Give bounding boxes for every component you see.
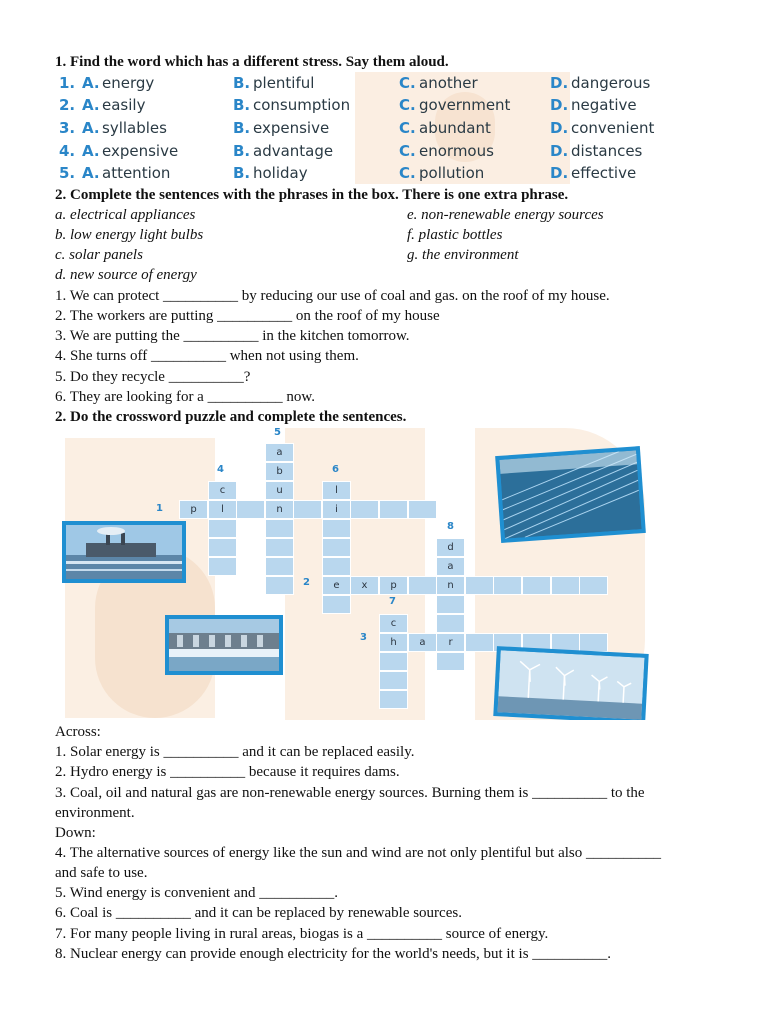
option-letter-b: B. [233, 142, 251, 160]
clue-number-3: 3 [360, 632, 367, 643]
phrase-b: b. low energy light bulbs [55, 227, 204, 243]
crossword-cell[interactable] [322, 595, 351, 614]
crossword-cell[interactable] [579, 633, 608, 652]
option-b: consumption [253, 96, 351, 114]
crossword-cell[interactable] [465, 633, 494, 652]
option-letter-a: A. [82, 96, 100, 114]
option-letter-d: D. [550, 119, 569, 137]
coal-power-plant-image [62, 521, 186, 583]
clue-number-5: 5 [274, 428, 281, 438]
across-clue: 1. Solar energy is __________ and it can be replaced easily. [55, 744, 415, 760]
row-number: 4. [59, 142, 76, 160]
crossword-puzzle [55, 428, 657, 720]
option-c: pollution [419, 164, 485, 182]
crossword-cell[interactable]: u [265, 481, 294, 500]
down-clue: 8. Nuclear energy can provide enough electricity for the world's needs, but it is __________. [55, 946, 612, 962]
crossword-cell[interactable] [208, 557, 237, 576]
row-number: 2. [59, 96, 76, 114]
crossword-cell[interactable] [408, 500, 437, 519]
phrase-c: c. solar panels [55, 247, 143, 263]
table-row [55, 74, 665, 96]
crossword-cell[interactable]: b [265, 462, 294, 481]
crossword-cell[interactable] [208, 519, 237, 538]
row-number: 1. [59, 74, 76, 92]
phrase-d: d. new source of energy [55, 267, 197, 283]
crossword-cell[interactable] [265, 538, 294, 557]
sentence: 1. We can protect __________ by reducing our use of coal and gas. on the roof of my house. [55, 288, 610, 304]
crossword-cell[interactable] [436, 595, 465, 614]
sentence: 4. She turns off __________ when not using them. [55, 348, 359, 364]
across-clue: environment. [55, 805, 135, 821]
option-letter-d: D. [550, 74, 569, 92]
hydro-dam-image [165, 615, 283, 675]
option-d: dangerous [571, 74, 651, 92]
option-a: attention [102, 164, 171, 182]
across-clue: 2. Hydro energy is __________ because it requires dams. [55, 764, 400, 780]
option-letter-c: C. [399, 74, 416, 92]
down-clue: 6. Coal is __________ and it can be replaced by renewable sources. [55, 905, 462, 921]
sentence: 5. Do they recycle __________? [55, 369, 251, 385]
exercise-3-title: 2. Do the crossword puzzle and complete the sentences. [55, 409, 407, 425]
table-row [55, 96, 665, 118]
table-row [55, 119, 665, 141]
option-d: negative [571, 96, 637, 114]
option-letter-c: C. [399, 142, 416, 160]
clue-number-8: 8 [447, 521, 454, 532]
option-letter-b: B. [233, 96, 251, 114]
sentence: 6. They are looking for a __________ now. [55, 389, 315, 405]
phrase-g: g. the environment [407, 247, 519, 263]
option-letter-b: B. [233, 164, 251, 182]
table-row [55, 164, 665, 186]
option-c: abundant [419, 119, 491, 137]
option-letter-d: D. [550, 164, 569, 182]
crossword-cell[interactable] [408, 576, 437, 595]
crossword-cell[interactable]: a [408, 633, 437, 652]
exercise-1-title: 1. Find the word which has a different stress. Say them aloud. [55, 54, 449, 70]
crossword-cell[interactable]: c [379, 614, 408, 633]
wind-turbines-image [493, 646, 648, 720]
crossword-cell[interactable]: e [322, 576, 351, 595]
option-letter-a: A. [82, 164, 100, 182]
clue-number-7: 7 [389, 596, 396, 607]
down-clue: and safe to use. [55, 865, 148, 881]
crossword-cell[interactable] [322, 557, 351, 576]
crossword-cell[interactable] [579, 576, 608, 595]
phrase-e: e. non-renewable energy sources [407, 207, 604, 223]
option-letter-a: A. [82, 74, 100, 92]
option-d: effective [571, 164, 637, 182]
crossword-cell[interactable] [379, 690, 408, 709]
crossword-cell[interactable]: l [322, 481, 351, 500]
clue-number-1: 1 [156, 503, 163, 514]
phrase-a: a. electrical appliances [55, 207, 196, 223]
crossword-cell[interactable]: c [208, 481, 237, 500]
crossword-cell[interactable] [465, 576, 494, 595]
solar-panels-image [495, 446, 646, 543]
crossword-cell[interactable] [265, 519, 294, 538]
crossword-cell[interactable] [436, 614, 465, 633]
down-clue: 7. For many people living in rural areas, biogas is a __________ source of energy. [55, 926, 549, 942]
crossword-cell[interactable] [379, 671, 408, 690]
option-a: easily [102, 96, 146, 114]
across-clue: 3. Coal, oil and natural gas are non-renewable energy sources. Burning them is __________ to the [55, 785, 645, 801]
option-d: convenient [571, 119, 655, 137]
crossword-cell[interactable] [322, 538, 351, 557]
down-label: Down: [55, 825, 96, 841]
option-letter-c: C. [399, 164, 416, 182]
exercise-2-title: 2. Complete the sentences with the phrases in the box. There is one extra phrase. [55, 187, 569, 203]
option-letter-d: D. [550, 142, 569, 160]
option-letter-b: B. [233, 119, 251, 137]
crossword-cell[interactable]: i [322, 500, 351, 519]
clue-number-4: 4 [217, 464, 224, 475]
crossword-cell[interactable]: r [436, 633, 465, 652]
option-a: energy [102, 74, 155, 92]
crossword-cell[interactable]: l [208, 500, 237, 519]
option-a: syllables [102, 119, 167, 137]
crossword-cell[interactable]: h [379, 633, 408, 652]
crossword-cell[interactable]: x [350, 576, 379, 595]
clue-number-2: 2 [303, 577, 310, 588]
down-clue: 5. Wind energy is convenient and __________. [55, 885, 338, 901]
crossword-cell[interactable] [379, 500, 408, 519]
down-clue: 4. The alternative sources of energy like the sun and wind are not only plentiful but also __________ [55, 845, 661, 861]
option-a: expensive [102, 142, 179, 160]
clue-number-6: 6 [332, 464, 339, 475]
crossword-cell[interactable] [293, 500, 322, 519]
option-d: distances [571, 142, 643, 160]
crossword-cell[interactable] [379, 652, 408, 671]
option-letter-b: B. [233, 74, 251, 92]
crossword-cell[interactable]: a [436, 557, 465, 576]
option-c: another [419, 74, 478, 92]
crossword-cell[interactable]: a [265, 443, 294, 462]
row-number: 5. [59, 164, 76, 182]
crossword-cell[interactable]: p [379, 576, 408, 595]
crossword-cell[interactable] [522, 576, 551, 595]
option-letter-a: A. [82, 142, 100, 160]
crossword-cell[interactable]: p [179, 500, 208, 519]
crossword-cell[interactable] [322, 519, 351, 538]
option-c: enormous [419, 142, 494, 160]
crossword-cell[interactable]: n [436, 576, 465, 595]
option-letter-c: C. [399, 96, 416, 114]
crossword-cell[interactable] [236, 500, 265, 519]
across-label: Across: [55, 724, 101, 740]
sentence: 2. The workers are putting __________ on the roof of my house [55, 308, 440, 324]
phrase-f: f. plastic bottles [407, 227, 503, 243]
option-b: expensive [253, 119, 330, 137]
option-b: advantage [253, 142, 334, 160]
option-letter-a: A. [82, 119, 100, 137]
row-number: 3. [59, 119, 76, 137]
sentence: 3. We are putting the __________ in the kitchen tomorrow. [55, 328, 410, 344]
crossword-cell[interactable] [265, 557, 294, 576]
crossword-cell[interactable] [493, 576, 522, 595]
option-letter-c: C. [399, 119, 416, 137]
crossword-cell[interactable]: n [265, 500, 294, 519]
crossword-cell[interactable] [436, 652, 465, 671]
crossword-cell[interactable] [265, 576, 294, 595]
stress-table [55, 72, 665, 184]
table-row [55, 142, 665, 164]
crossword-cell[interactable] [551, 576, 580, 595]
option-b: holiday [253, 164, 308, 182]
option-b: plentiful [253, 74, 315, 92]
crossword-cell[interactable] [350, 500, 379, 519]
crossword-cell[interactable] [208, 538, 237, 557]
option-letter-d: D. [550, 96, 569, 114]
option-c: government [419, 96, 511, 114]
crossword-cell[interactable]: d [436, 538, 465, 557]
